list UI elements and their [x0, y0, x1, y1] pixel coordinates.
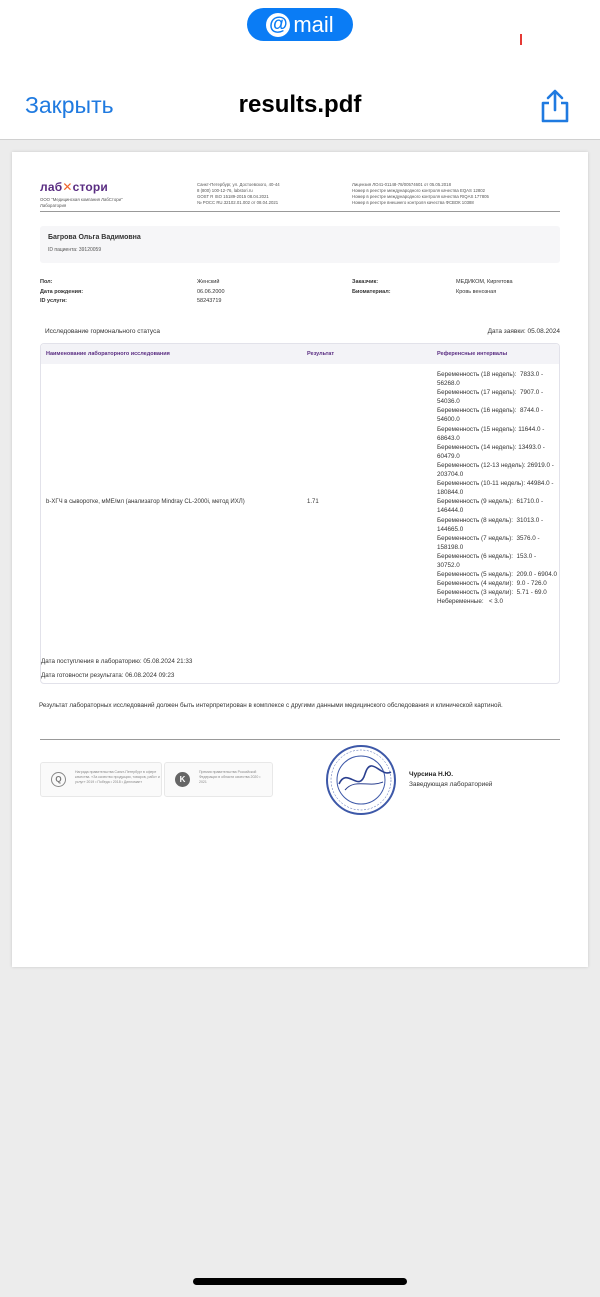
close-button[interactable]: Закрыть: [25, 92, 114, 118]
mail-app-badge[interactable]: [247, 8, 353, 41]
share-icon: [538, 88, 572, 124]
disclaimer: Результат лабораторных исследований должен быть интерпретирован в комплексе с другими данными медицинского обследования и клинической картиной.: [39, 702, 503, 709]
pdf-page[interactable]: [12, 152, 588, 967]
lab-stamp-icon: [325, 744, 397, 816]
order-values: МЕДИКОМ, Киргетова Кровь венозная: [456, 279, 513, 295]
signer-name: Чурсина Н.Ю.: [409, 771, 454, 778]
labstori-logo: лаб✕стори: [40, 180, 109, 194]
company-info: ООО "Медицинская компания ЛабСтори" Лаборатория: [40, 197, 123, 208]
reference-interval: Беременность (5 недель): 209.0 - 6904.0: [437, 571, 558, 579]
reference-interval: Беременность (4 недели): 9.0 - 726.0: [437, 580, 547, 588]
quality-badge-icon: Q: [51, 772, 66, 787]
reference-interval: Беременность (12-13 недель): 26919.0 - 203704.0: [437, 461, 556, 479]
quality-badge-icon: K: [175, 772, 190, 787]
col-name-header: Наименование лабораторного исследования: [46, 351, 170, 357]
reference-interval: Беременность (15 недель): 11644.0 - 68643.0: [437, 425, 547, 442]
reference-interval: Беременность (3 недели): 5.71 - 69.0: [437, 589, 547, 597]
reference-interval: Беременность (10-11 недель): 44984.0 - 180844.0: [437, 480, 556, 497]
order-date: Дата заявки: 05.08.2024: [487, 328, 560, 335]
mail-app-label: mail: [293, 11, 334, 37]
patient-card: [40, 226, 560, 263]
reference-intervals: [437, 370, 559, 606]
patient-labels: Пол: Дата рождения: ID услуги:: [40, 279, 84, 304]
recording-indicator: [520, 34, 522, 45]
ready-date: Дата готовности результата: 06.08.2024 09:23: [41, 672, 175, 679]
results-table-header: [41, 344, 559, 364]
test-result: 1.71: [307, 499, 319, 505]
reference-interval: Беременность (17 недель): 7907.0 - 54036.0: [437, 389, 545, 406]
address-info: Санкт-Петербург, ул. Достоевского, 40-44 8 (800) 100-12-76, labstori.ru GOST R ISO 15189-2015 08.04.2021 № РОСС RU.32102.01.002 от 08.04.2021: [197, 182, 280, 205]
top-bar: [0, 0, 600, 140]
signer-role: Заведующая лабораторией: [409, 781, 493, 788]
order-labels: Заказчик: Биоматериал:: [352, 279, 391, 295]
document-title: results.pdf: [238, 91, 362, 118]
reference-interval: Беременность (16 недель): 8744.0 - 54600.0: [437, 407, 545, 424]
reference-interval: Беременность (18 недель): 7833.0 - 56268.0: [437, 371, 545, 388]
study-title: Исследование гормонального статуса: [45, 328, 160, 335]
footer-divider: [40, 739, 560, 740]
reference-interval: Беременность (8 недель): 31013.0 - 144665.0: [437, 516, 545, 533]
header-divider: [40, 211, 560, 212]
patient-values: Женский 06.06.2000 58243719: [197, 279, 225, 304]
reference-interval: Небеременные: < 3.0: [437, 598, 504, 606]
col-result-header: Результат: [307, 351, 335, 357]
col-refs-header: Референсные интервалы: [437, 351, 508, 357]
quality-award-2: K Премия правительства Российской Федерации в области качества 2020 • 2021: [164, 762, 273, 797]
patient-id: ID пациента: 39120059: [48, 247, 102, 253]
reference-interval: Беременность (6 недель): 153.0 - 30752.0: [437, 552, 538, 569]
received-date: Дата поступления в лабораторию: 05.08.2024 21:33: [41, 658, 193, 665]
home-indicator[interactable]: [193, 1278, 407, 1285]
reference-interval: Беременность (14 недель): 13493.0 - 60479.0: [437, 443, 547, 460]
quality-award-1: Q Награда правительства Санкт-Петербург в сфере качества. «За качество продукции, товаров, работ и услуг» 2019 • Победа • 2018 • Дипломант: [40, 762, 162, 797]
test-name: b-ХГЧ в сыворотке, мМЕ/мл (анализатор Mindray CL-2000i, метод ИХЛ): [46, 499, 245, 505]
patient-name: Багрова Ольга Вадимовна: [48, 234, 141, 241]
reference-interval: Беременность (9 недель): 61710.0 - 146444.0: [437, 498, 545, 515]
at-icon: @: [266, 13, 290, 37]
license-info: Лицензия ЛО41-01148-78/00574601 от 05.05.2018 Номер в реестре международного контроля качества EQAS 12802 Номер в реестре международного контроля качества RIQAS 177805 Номер в реестре внешнего контроля качества ФСВОК 10388: [352, 182, 489, 205]
results-table: [40, 343, 560, 684]
reference-interval: Беременность (7 недель): 3576.0 - 158198.0: [437, 534, 542, 551]
share-button[interactable]: [538, 88, 572, 124]
